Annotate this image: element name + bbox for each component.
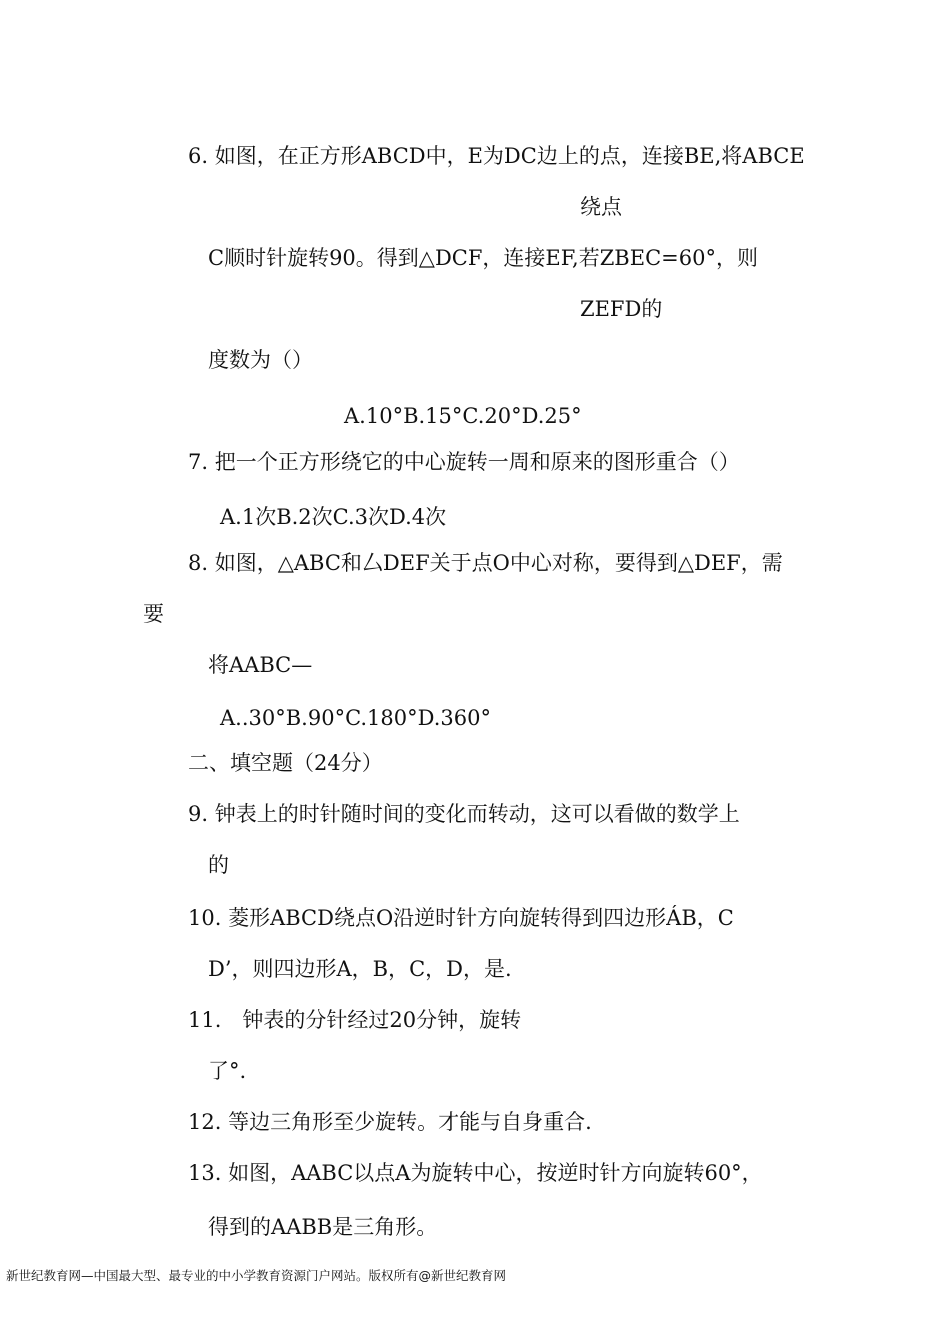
q7-line1: 7. 把一个正方形绕它的中心旋转一周和原来的图形重合（） (188, 450, 740, 474)
page-footer: 新世纪教育网—中国最大型、最专业的中小学教育资源门户网站。版权所有@新世纪教育网 (6, 1268, 507, 1283)
q12-line1: 12. 等边三角形至少旋转。才能与自身重合. (188, 1110, 592, 1134)
q13-line2: 得到的AABB是三角形。 (208, 1215, 438, 1239)
q8-line2: 要 (143, 602, 164, 626)
section2-title: 二、填空题（24分） (188, 751, 383, 775)
q10-line1: 10. 菱形ABCD绕点O沿逆时针方向旋转得到四边形ÁB，C (188, 906, 734, 930)
q6-line5: 度数为（） (208, 348, 313, 372)
q6-line3: C顺时针旋转90。得到△DCF，连接EF,若ZBEC=60°，则 (208, 246, 758, 270)
q6-options: A.10°B.15°C.20°D.25° (344, 404, 582, 428)
q7-options: A.1次B.2次C.3次D.4次 (220, 505, 447, 529)
q8-line3: 将AABC— (208, 653, 313, 677)
q9-line1: 9. 钟表上的时针随时间的变化而转动，这可以看做的数学上 (188, 802, 740, 826)
q8-line1: 8. 如图，△ABC和厶DEF关于点O中心对称，要得到△DEF，需 (188, 551, 783, 575)
q6-line1: 6. 如图，在正方形ABCD中，E为DC边上的点，连接BE,将ABCE (188, 144, 805, 168)
q6-line2: 绕点 (580, 195, 622, 219)
q8-options: A..30°B.90°C.180°D.360° (220, 706, 491, 730)
q11-line2: 了°. (208, 1059, 247, 1083)
q9-line2: 的 (208, 853, 229, 877)
q6-line4: ZEFD的 (580, 297, 663, 321)
q11-line1: 11. 钟表的分针经过20分钟，旋转 (188, 1008, 522, 1032)
q10-line2: D’，则四边形A，B，C，D，是. (208, 957, 512, 981)
q13-line1: 13. 如图，AABC以点A为旋转中心，按逆时针方向旋转60°， (188, 1161, 763, 1185)
